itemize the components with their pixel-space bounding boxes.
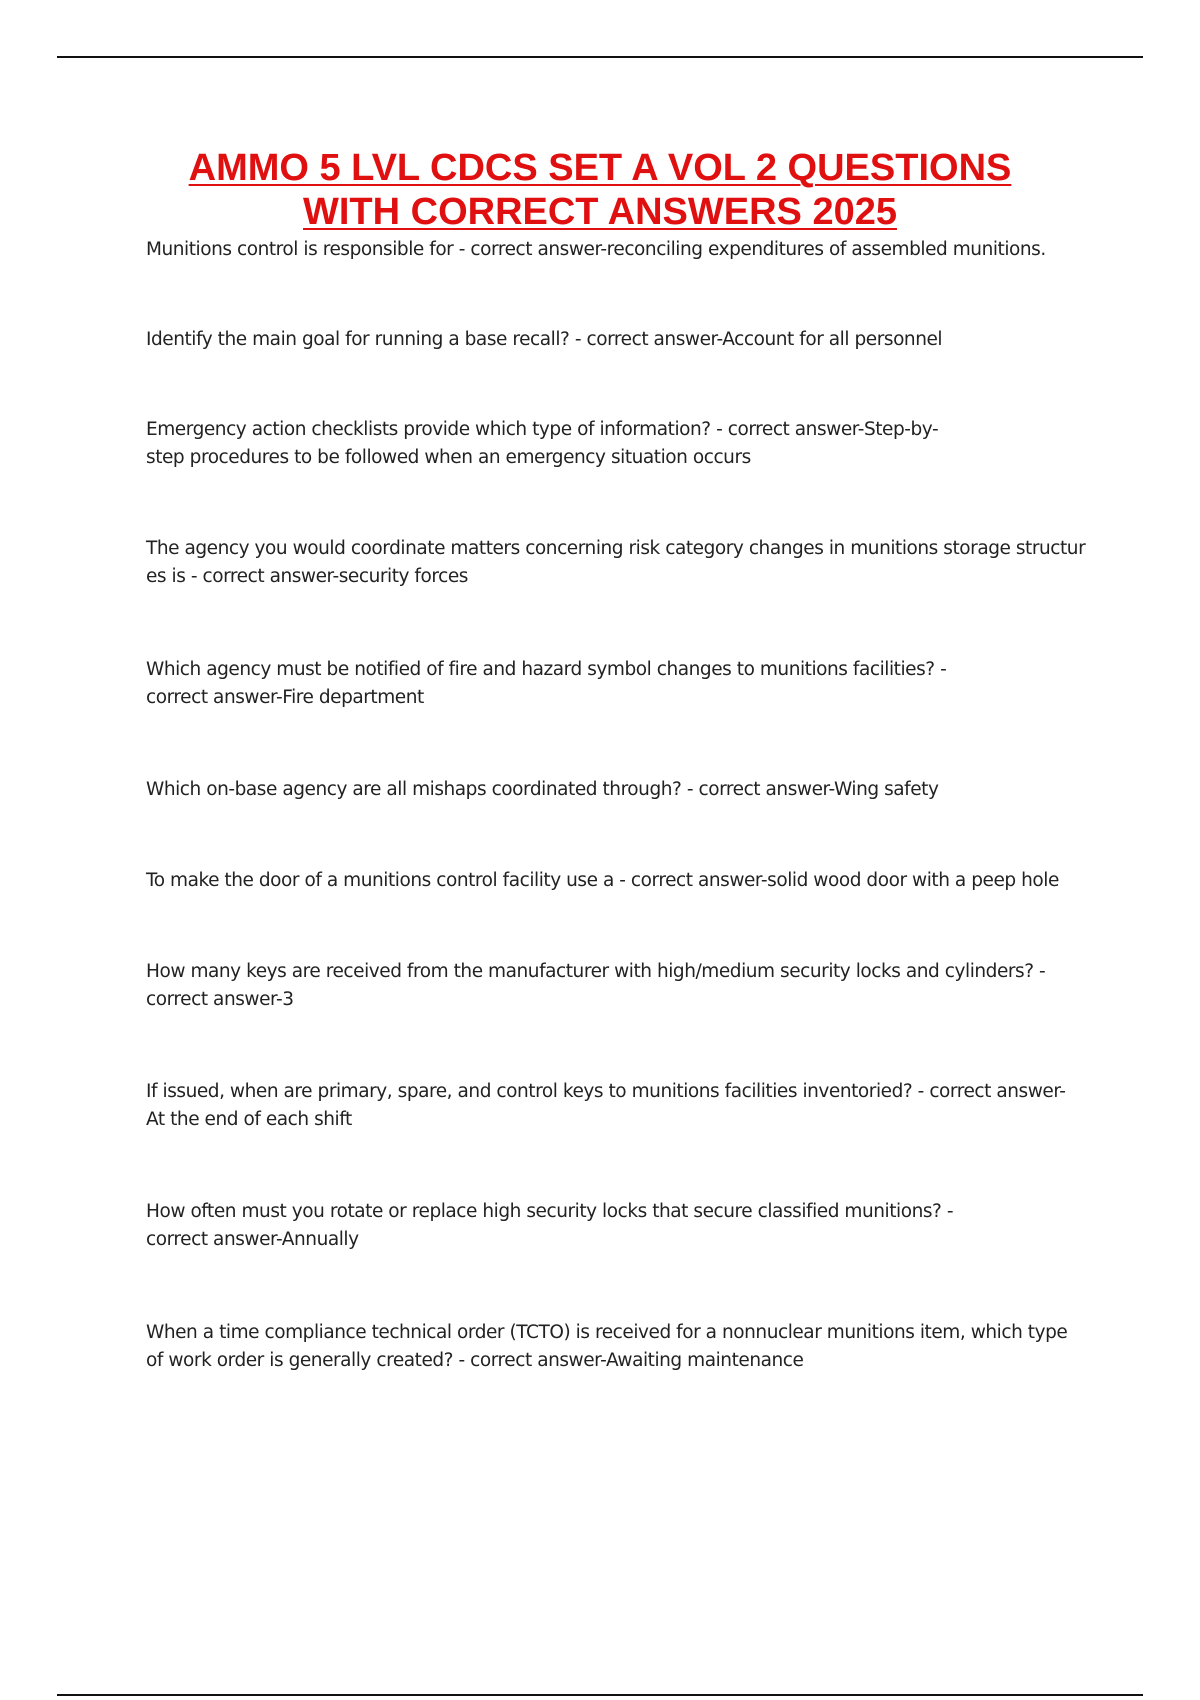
qa-item-4: The agency you would coordinate matters concerning risk category changes in munitions storage structur es is - correct answer-security forces bbox=[146, 538, 1086, 587]
qa-item-11: When a time compliance technical order (TCTO) is received for a nonnuclear munitions item, which type of work order is generally created? - correct answer-Awaiting maintenance bbox=[146, 1322, 1068, 1371]
qa-item-8: How many keys are received from the manufacturer with high/medium security locks and cylinders? - correct answer-3 bbox=[146, 961, 1046, 1010]
qa-item-10: How often must you rotate or replace high security locks that secure classified munitions? - correct answer-Annually bbox=[146, 1201, 954, 1250]
qa-item-2: Identify the main goal for running a base recall? - correct answer-Account for all personnel bbox=[146, 329, 943, 350]
title-line-2: WITH CORRECT ANSWERS 2025 bbox=[303, 191, 897, 233]
top-rule bbox=[57, 56, 1143, 58]
qa-item-7: To make the door of a munitions control facility use a - correct answer-solid wood door with a peep hole bbox=[146, 870, 1059, 891]
qa-item-5: Which agency must be notified of fire and hazard symbol changes to munitions facilities? - correct answer-Fire department bbox=[146, 659, 947, 708]
document-title bbox=[120, 146, 1080, 234]
qa-item-9: If issued, when are primary, spare, and control keys to munitions facilities inventoried? - correct answer- At the end of each shift bbox=[146, 1081, 1066, 1130]
qa-item-6: Which on-base agency are all mishaps coordinated through? - correct answer-Wing safety bbox=[146, 779, 939, 800]
bottom-rule bbox=[57, 1694, 1143, 1696]
qa-item-3: Emergency action checklists provide which type of information? - correct answer-Step-by- step procedures to be followed when an emergency situation occurs bbox=[146, 419, 939, 468]
title-line-1: AMMO 5 LVL CDCS SET A VOL 2 QUESTIONS bbox=[188, 147, 1012, 189]
qa-item-1: Munitions control is responsible for - correct answer-reconciling expenditures of assembled munitions. bbox=[146, 239, 1046, 260]
